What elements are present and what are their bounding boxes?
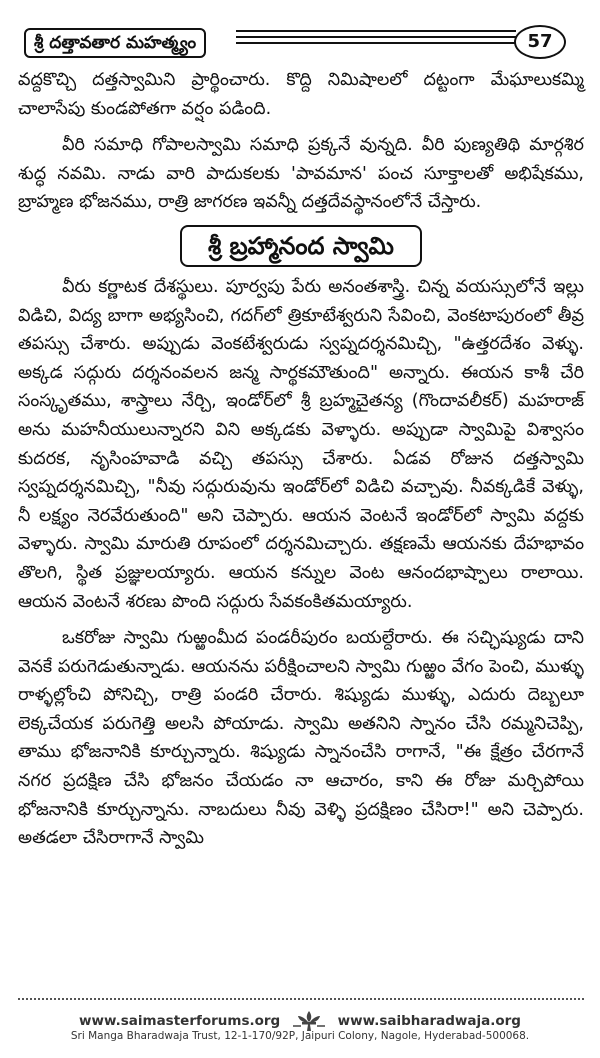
book-title: శ్రీ దత్తావతార మహత్మ్యం xyxy=(24,28,206,58)
fleur-de-lis-icon xyxy=(291,1010,327,1032)
section-heading: శ్రీ బ్రహ్మానంద స్వామి xyxy=(180,225,422,267)
publisher-address: Sri Manga Bharadwaja Trust, 12-1-170/92P, Jaipuri Colony, Nagole, Hyderabad-500068. xyxy=(70,1030,530,1042)
header-rule-lines xyxy=(236,30,516,52)
page-number: 57 xyxy=(514,25,566,59)
section-heading-wrap xyxy=(18,225,584,267)
paragraph: వీరి సమాధి గోపాలస్వామి సమాధి ప్రక్కనే వున్నది. వీరి పుణ్యతిథి మార్గశిర శుద్ధ నవమి. నాడు వారి పాదుకలకు 'పావమాన' పంచ సూక్తాలతో అభిషేకము, బ్రాహ్మణ భోజనము, రాత్రి జాగరణ ఇవన్నీ దత్తదేవస్థానంలోనే చేస్తారు. xyxy=(18,135,584,213)
website-link-left[interactable]: www.saimasterforums.org xyxy=(79,1013,281,1029)
page-footer xyxy=(0,990,600,1058)
paragraph: వీరు కర్ణాటక దేశస్థులు. పూర్వపు పేరు అనంతశాస్త్రి. చిన్న వయస్సులోనే ఇల్లు విడిచి, విద్య బాగా అభ్యసించి, గదగ్‌లో త్రికూటేశ్వరుని సేవించి, వెంకటాపురంలో తీవ్ర తపస్సు చేశారు. అప్పుడు వెంకటేశ్వరుడు స్వప్నదర్శనమిచ్చి, "ఉత్తరదేశం వెళ్ళు. అక్కడ సద్గురు దర్శనంవలన జన్మ సార్థకమౌతుంది" అన్నారు. ఈయన కాశీ చేరి సంస్కృతము, శాస్త్రాలు నేర్చి, ఇండోర్‌లో శ్రీ బ్రహ్మచైతన్య (గొందావలీకర్) మహరాజ్ అను మహనీయులున్నారని విని అక్కడకు వెళ్ళారు. అప్పుడా స్వామిపై విశ్వాసం కుదరక, నృసింహవాడి వచ్చి తపస్సు చేశారు. ఏడవ రోజున దత్తస్వామి స్వప్నదర్శనమిచ్చి, "నీవు సద్గురువును ఇండోర్‌లో విడిచి వచ్చావు. నీవక్కడికే వెళ్ళు, నీ లక్ష్యం నెరవేరుతుంది" అని చెప్పారు. ఆయన వెంటనే ఇండోర్‌లో స్వామి వద్దకు వెళ్ళారు. స్వామి మారుతి రూపంలో దర్శనమిచ్చారు. తక్షణమే ఆయనకు దేహభావం తొలగి, స్థిత ప్రజ్ఞులయ్యారు. ఆయన కన్నుల వెంట ఆనందభాష్పాలు రాలాయి. ఆయన వెంటనే శరణు పొంది సద్గురు సేవకంకితమయ్యారు. xyxy=(18,276,584,612)
footer-divider xyxy=(18,998,584,1000)
page-header xyxy=(18,22,580,58)
website-link-right[interactable]: www.saibharadwaja.org xyxy=(337,1013,521,1029)
page-body xyxy=(18,66,584,861)
paragraph: ఒకరోజు స్వామి గుఱ్ఱంమీద పండరీపురం బయల్దేరారు. ఈ సచ్ఛిష్యుడు దాని వెనకే పరుగెడుతున్నాడు. ఆయనను పరీక్షించాలని స్వామి గుఱ్ఱం వేగం పెంచి, ముళ్ళు రాళ్ళల్లోంచి పోనిచ్చి, రాత్రి పండరి చేరారు. శిష్యుడు ముళ్ళు, ఎదురు దెబ్బలూ లెక్కచేయక పరుగెత్తి అలసి పోయాడు. స్వామి అతనిని స్నానం చేసి రమ్మనిచెప్పి, తాము భోజనానికి కూర్చున్నారు. శిష్యుడు స్నానంచేసి రాగానే, "ఈ క్షేత్రం చేరగానే నగర ప్రదక్షిణ చేసి భోజనం చేయడం నా ఆచారం, కాని ఈ రోజు మర్చిపోయి భోజనానికి కూర్చున్నాను. నాబదులు నీవు వెళ్ళి ప్రదక్షిణం చేసిరా!" అని చెప్పారు. అతడలా చేసిరాగానే స్వామి xyxy=(18,628,584,849)
footer-links xyxy=(0,1010,600,1032)
paragraph: వద్దకొచ్చి దత్తస్వామిని ప్రార్థించారు. కొద్ది నిమిషాలలో దట్టంగా మేఘాలుకమ్మి చాలాసేపు కుండపోతగా వర్షం పడింది. xyxy=(18,70,584,119)
